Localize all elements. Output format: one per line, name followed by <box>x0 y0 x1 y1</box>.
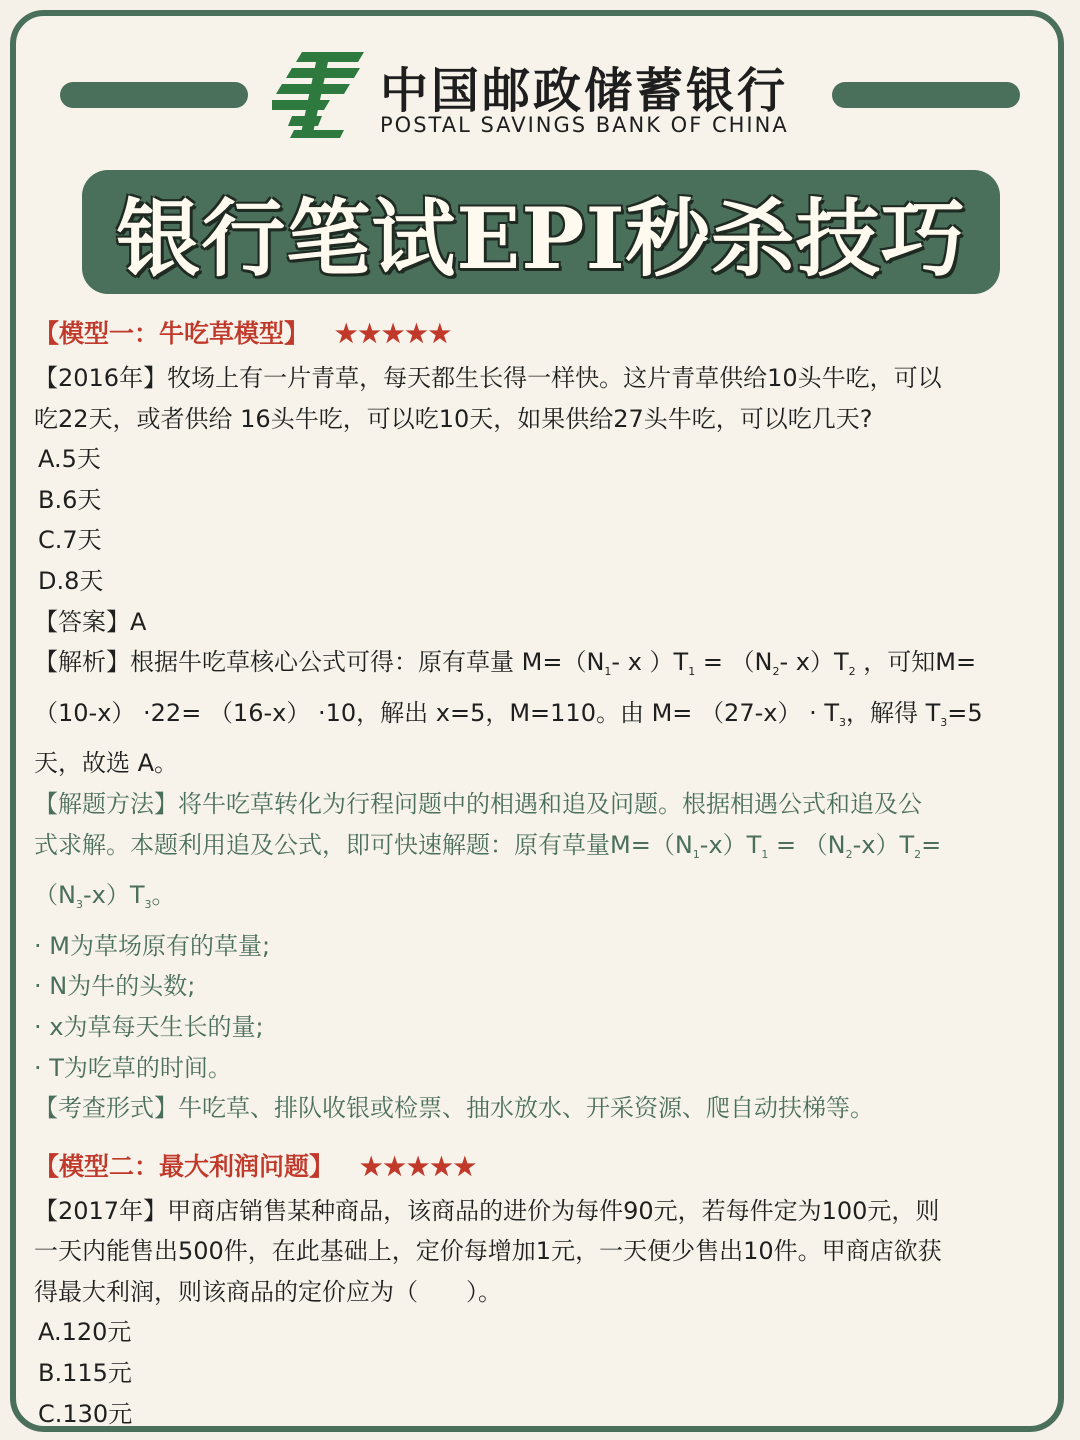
model2-question-line1: 【2017年】甲商店销售某种商品，该商品的进价为每件90元，若每件定为100元，则 <box>34 1196 940 1225</box>
model1-forms: 【考查形式】牛吃草、排队收银或检票、抽水放水、开采资源、爬自动扶梯等。 <box>34 1094 874 1123</box>
model1-option-a: A.5天 <box>38 445 101 474</box>
model1-option-c: C.7天 <box>38 526 102 555</box>
model2-heading <box>34 1143 1048 1191</box>
model1-bullet-t: · T为吃草的时间。 <box>34 1053 232 1082</box>
model1-bullet-n: · N为牛的头数; <box>34 972 196 1001</box>
bank-name-en: POSTAL SAVINGS BANK OF CHINA <box>380 113 789 137</box>
bank-name-cn: 中国邮政储蓄银行 <box>380 63 789 119</box>
model1-option-d: D.8天 <box>38 566 104 595</box>
model1-stars: ★★★★★ <box>335 319 453 348</box>
model2-heading-text: 【模型二：最大利润问题】 <box>34 1151 335 1181</box>
model1-bullet-m: · M为草场原有的草量; <box>34 931 271 960</box>
model1-heading-text: 【模型一：牛吃草模型】 <box>34 319 310 348</box>
model1-method-line2: 式求解。本题利用追及公式，即可快速解题：原有草量$M=(N_1-x)T_1 = (N_2-x)T_2=$ <box>34 830 942 861</box>
model1-method-line3: $(N_3-x)T_3$。 <box>34 881 176 912</box>
model1-answer: 【答案】A <box>34 607 147 636</box>
model1-analysis-line3: 天，故选 A。 <box>34 749 179 778</box>
header-left-bar <box>60 82 248 108</box>
model1-heading <box>34 310 1048 358</box>
postal-bank-logo-icon <box>272 52 364 138</box>
model1-method-line1: 【解题方法】将牛吃草转化为行程问题中的相遇和追及问题。根据相遇公式和追及公 <box>34 789 922 818</box>
model1-question-line2: 吃22天，或者供给 16头牛吃，可以吃10天，如果供给27头牛吃，可以吃几天? <box>34 404 873 433</box>
model1-analysis-line1: 【解析】根据牛吃草核心公式可得：原有草量 $M=(N_1-$ x ）$T_1 = (N_2-$ $x)T_2$ ，可知M= <box>34 648 977 679</box>
content <box>34 310 1048 1434</box>
model1-option-b: B.6天 <box>38 485 102 514</box>
model1-analysis-line2: （10-x） ·22= （16-x） ·10，解出 x=5，M=110。由 $M= (27-x) \cdot T_3$，解得 $T_3=5$ <box>34 698 983 729</box>
model2-option-a: A.120元 <box>38 1318 132 1347</box>
header-right-bar <box>832 82 1020 108</box>
model1-bullet-x: · x为草每天生长的量; <box>34 1012 264 1041</box>
title-banner <box>82 170 1000 294</box>
model2-option-c: C.130元 <box>38 1399 133 1428</box>
model2-option-b: B.115元 <box>38 1359 132 1388</box>
model1-question-line1: 【2016年】牧场上有一片青草，每天都生长得一样快。这片青草供给10头牛吃，可以 <box>34 364 942 392</box>
model2-stars: ★★★★★ <box>360 1151 478 1181</box>
model2-question-line2: 一天内能售出500件，在此基础上，定价每增加1元，一天便少售出10件。甲商店欲获 <box>34 1237 942 1266</box>
model2-question-line3: 得最大利润，则该商品的定价应为（ ）。 <box>34 1277 502 1306</box>
page-title: 银行笔试EPI秒杀技巧 <box>116 188 966 288</box>
